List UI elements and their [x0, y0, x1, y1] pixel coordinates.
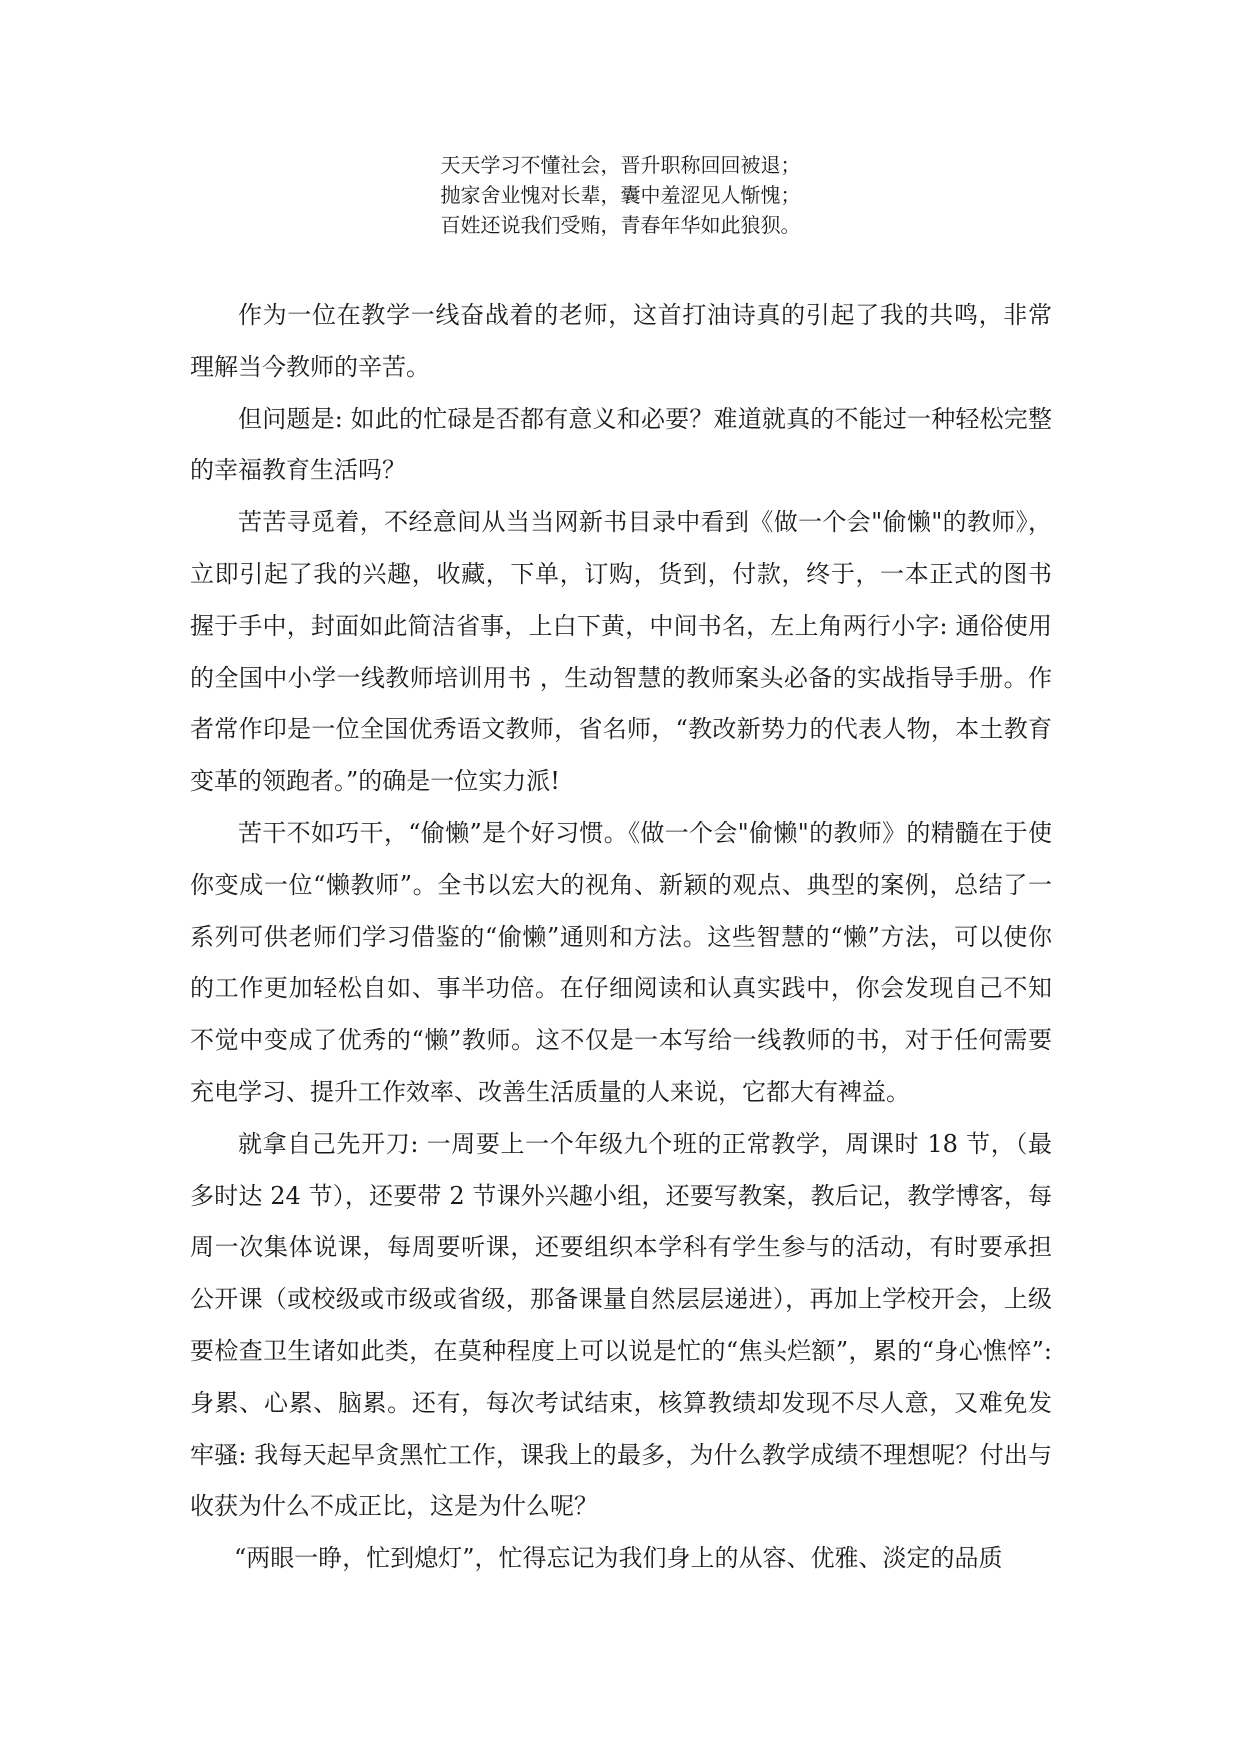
poem-line: 百姓还说我们受贿，青春年华如此狼狈。 [440, 213, 801, 237]
paragraph: 但问题是: 如此的忙碌是否都有意义和必要？难道就真的不能过一种轻松完整的幸福教育生活吗？ [190, 404, 1052, 485]
poem-line: 天天学习不懂社会，晋升职称回回被退； [440, 153, 801, 177]
paragraph: 苦干不如巧干，“偷懒”是个好习惯。《做一个会"偷懒"的教师》的精髓在于使你变成一位“懒教师”。全书以宏大的视角、新颖的观点、典型的案例，总结了一系列可供老师们学习借鉴的“偷懒”通则和方法。这些智慧的“懒”方法，可以使你的工作更加轻松自如、事半功倍。在仔细阅读和认真实践中，你会发现自己不知不觉中变成了优秀的“懒”教师。这不仅是一本写给一线教师的书，对于任何需要充电学习、提升工作效率、改善生活质量的人来说，它都大有裨益。 [190, 818, 1052, 1106]
poem-line: 抛家舍业愧对长辈，囊中羞涩见人惭愧； [440, 183, 801, 207]
poem-block [0, 150, 1241, 240]
paragraph: “两眼一睁，忙到熄灯”，忙得忘记为我们身上的从容、优雅、淡定的品质 [234, 1544, 1003, 1573]
paragraph: 苦苦寻觅着，不经意间从当当网新书目录中看到《做一个会"偷懒"的教师》，立即引起了我的兴趣，收藏，下单，订购，货到，付款，终于，一本正式的图书握于手中，封面如此简洁省事，上白下黄，中间书名，左上角两行小字: 通俗使用的全国中小学一线教师培训用书 ，生动智慧的教师案头必备的实战指导手册。作者常作印是一位全国优秀语文教师，省名师，“教改新势力的代表人物，本土教育变革的领跑者。”的确是一位实力派! [190, 508, 1052, 796]
paragraph: 就拿自己先开刀: 一周要上一个年级九个班的正常教学，周课时 18 节，（最多时达 24 节），还要带 2 节课外兴趣小组，还要写教案，教后记，教学博客，每周一次集体说课，每周要听课，还要组织本学科有学生参与的活动，有时要承担公开课（或校级或市级或省级，那备课量自然层层递进），再加上学校开会，上级要检查卫生诸如此类，在莫种程度上可以说是忙的“焦头烂额”，累的“身心憔悴”: 身累、心累、脑累。还有，每次考试结束，核算教绩却发现不尽人意，又难免发牢骚: 我每天起早贪黑忙工作，课我上的最多，为什么教学成绩不理想呢？付出与收获为什么不成正比，这是为什么呢？ [190, 1129, 1052, 1521]
paragraph: 作为一位在教学一线奋战着的老师，这首打油诗真的引起了我的共鸣，非常理解当今教师的辛苦。 [190, 301, 1052, 381]
article-body [190, 290, 1052, 1585]
